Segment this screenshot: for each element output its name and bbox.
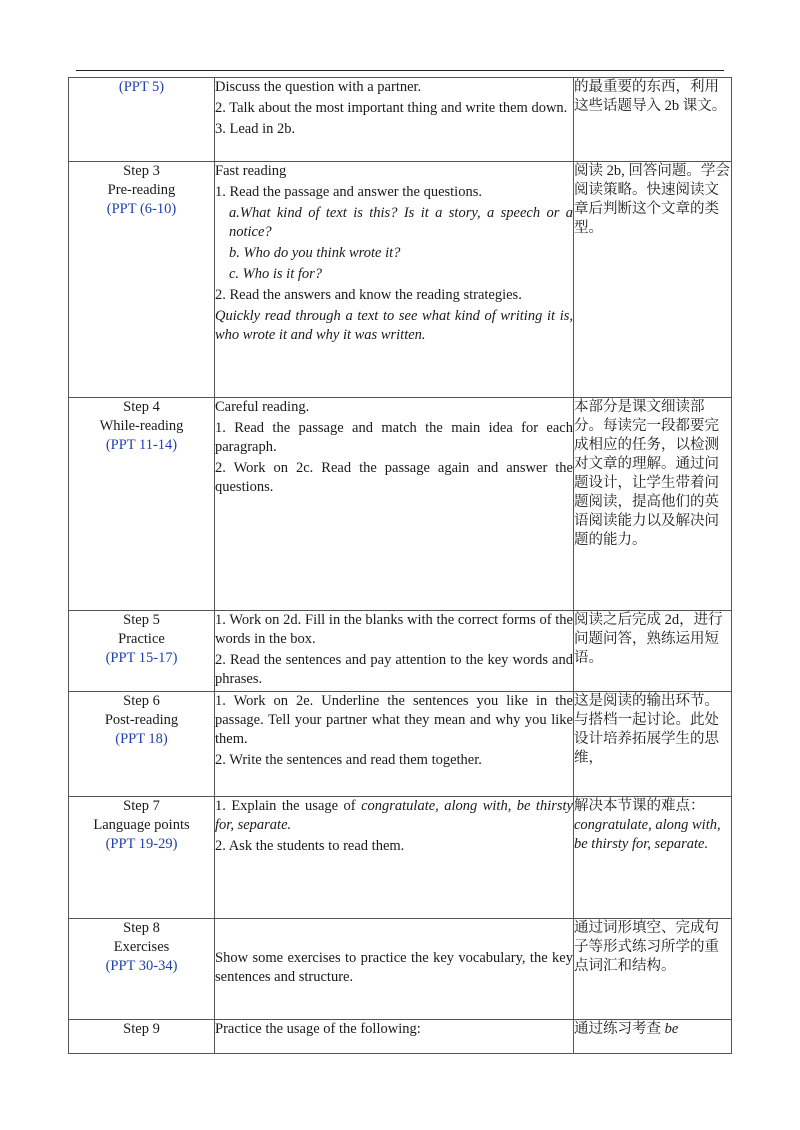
procedure-line: Discuss the question with a partner.: [215, 79, 422, 95]
design-note-cell: [574, 398, 732, 611]
ppt-reference: (PPT 19-29): [105, 836, 178, 852]
design-note-cell: [574, 611, 732, 692]
ppt-reference: (PPT 11-14): [105, 437, 178, 453]
step-cell: [69, 1020, 215, 1054]
procedure-line: 1. Work on 2d. Fill in the blanks with the correct forms of the words in the box.: [215, 612, 573, 647]
question-b: b. Who do you think wrote it?: [229, 245, 401, 261]
procedure-line: 1. Read the passage and answer the questions.: [215, 184, 482, 200]
step-cell: [69, 78, 215, 162]
ppt-reference: (PPT 18): [115, 731, 168, 747]
step-name: Exercises: [113, 939, 170, 955]
procedure-line: [215, 797, 573, 835]
step-label: Step 4: [123, 399, 160, 415]
procedure-cell: [215, 78, 574, 162]
procedure-line: 3. Lead in 2b.: [215, 121, 296, 137]
design-note-cell: [574, 162, 732, 398]
procedure-lead: 1. Explain the usage of: [215, 798, 362, 814]
table-row: [69, 692, 732, 797]
step-cell: [69, 692, 215, 797]
target-vocabulary: congratulate, along with, be thirsty for, separate.: [215, 798, 573, 833]
table-row: [69, 162, 732, 398]
procedure-line: 2. Talk about the most important thing and write them down.: [215, 100, 568, 116]
step-label: Step 6: [123, 693, 160, 709]
procedure-cell: [215, 919, 574, 1020]
table-row: [69, 919, 732, 1020]
procedure-line: 2. Read the sentences and pay attention to the key words and phrases.: [215, 652, 573, 687]
design-note: [574, 1020, 731, 1039]
procedure-line: 1. Work on 2e. Underline the sentences you like in the passage. Tell your partner what they mean and why you like them.: [215, 693, 573, 747]
procedure-line: 2. Ask the students to read them.: [215, 838, 405, 854]
procedure-cell: [215, 398, 574, 611]
step-name: While-reading: [99, 418, 184, 434]
design-note-cell: [574, 78, 732, 162]
design-note-vocabulary: congratulate, along with, be thirsty for, separate.: [574, 817, 721, 852]
procedure-cell: [215, 797, 574, 919]
ppt-reference: (PPT 5): [118, 79, 165, 95]
procedure-cell: [215, 692, 574, 797]
question-a: a.What kind of text is this? Is it a story, a speech or a notice?: [229, 205, 573, 240]
table-row: [69, 1020, 732, 1054]
procedure-cell: [215, 1020, 574, 1054]
design-note: 通过词形填空、完成句子等形式练习所学的重点词汇和结构。: [574, 920, 719, 974]
reading-strategy: Quickly read through a text to see what kind of writing it is, who wrote it and why it was written.: [215, 308, 573, 343]
step-name: Post-reading: [104, 712, 179, 728]
design-note: 阅读 2b, 回答问题。学会阅读策略。快速阅读文章后判断这个文章的类型。: [574, 163, 730, 236]
step-label: Step 7: [123, 798, 160, 814]
ppt-reference: (PPT 30-34): [105, 958, 178, 974]
step-cell: [69, 919, 215, 1020]
step-name: Pre-reading: [107, 182, 176, 198]
step-label: Step 9: [123, 1021, 160, 1037]
procedure-line: 2. Read the answers and know the reading strategies.: [215, 287, 522, 303]
design-note: 这是阅读的输出环节。与搭档一起讨论。此处设计培养拓展学生的思维，: [574, 693, 719, 766]
step-cell: [69, 797, 215, 919]
step-cell: [69, 162, 215, 398]
design-note-vocabulary: be: [664, 1021, 679, 1037]
design-note-lead: 通过练习考查: [574, 1021, 665, 1037]
header-rule: [76, 70, 724, 71]
table-row: [69, 78, 732, 162]
step-label: Step 8: [123, 920, 160, 936]
design-note: 阅读之后完成 2d，进行问题问答，熟练运用短语。: [574, 612, 723, 666]
table-row: [69, 611, 732, 692]
procedure-cell: [215, 162, 574, 398]
design-note: 本部分是课文细读部分。每读完一段都要完成相应的任务，以检测对文章的理解。通过问题设计，让学生带着问题阅读，提高他们的英语阅读能力以及解决问题的能力。: [574, 399, 719, 548]
design-note: 解决本节课的难点：: [574, 798, 705, 814]
step-cell: [69, 398, 215, 611]
procedure-line: 2. Work on 2c. Read the passage again and answer the questions.: [215, 460, 573, 495]
design-note-cell: [574, 1020, 732, 1054]
design-note-cell: [574, 919, 732, 1020]
procedure-line: Careful reading.: [215, 399, 310, 415]
procedure-cell: [215, 611, 574, 692]
procedure-line: 2. Write the sentences and read them together.: [215, 752, 482, 768]
procedure-line: 1. Read the passage and match the main idea for each paragraph.: [215, 420, 573, 455]
design-note-cell: [574, 692, 732, 797]
table-row: [69, 398, 732, 611]
step-label: Step 5: [123, 612, 160, 628]
step-cell: [69, 611, 215, 692]
step-name: Practice: [118, 631, 165, 647]
question-c: c. Who is it for?: [229, 266, 323, 282]
lesson-plan-table: [68, 77, 732, 1054]
ppt-reference: (PPT (6-10): [106, 201, 177, 217]
ppt-reference: (PPT 15-17): [105, 650, 178, 666]
design-note: 的最重要的东西，利用这些话题导入 2b 课文。: [574, 79, 727, 114]
procedure-line: Show some exercises to practice the key vocabulary, the key sentences and structure.: [215, 950, 573, 985]
step-label: Step 3: [123, 163, 160, 179]
procedure-line: Fast reading: [215, 163, 287, 179]
step-name: Language points: [93, 817, 190, 833]
procedure-line: Practice the usage of the following:: [215, 1021, 421, 1037]
table-row: [69, 797, 732, 919]
design-note-cell: [574, 797, 732, 919]
